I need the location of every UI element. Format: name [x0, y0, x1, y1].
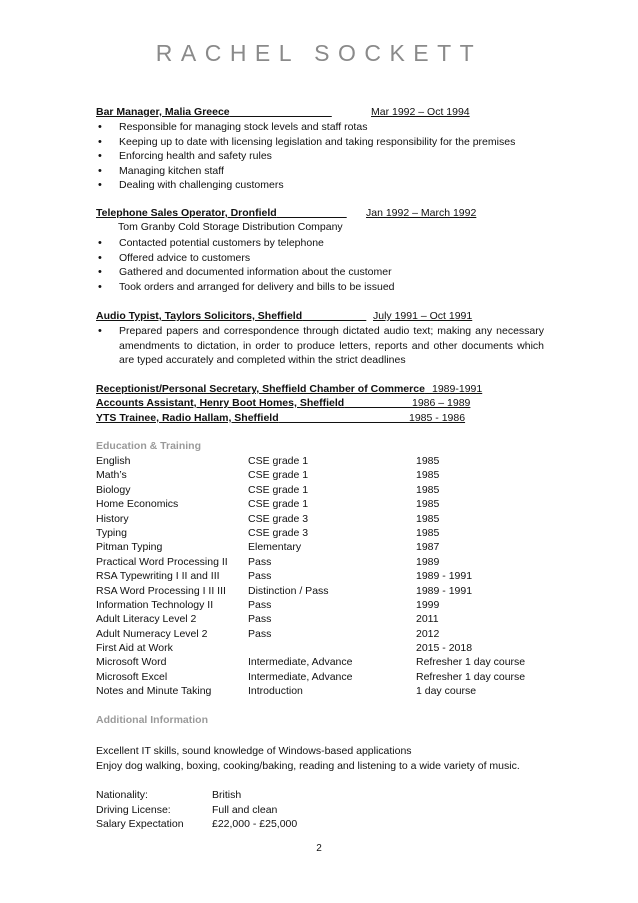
job-dates: July 1991 – Oct 1991 — [373, 310, 473, 322]
grade: Pass — [248, 570, 272, 583]
list-item: • Managing kitchen staff — [96, 164, 544, 179]
subject: Practical Word Processing II — [96, 555, 228, 568]
subject: Microsoft Word — [96, 656, 167, 669]
education-heading: Education & Training — [96, 440, 202, 452]
subject: RSA Typewriting I II and III — [96, 570, 220, 583]
subject: Pitman Typing — [96, 541, 163, 554]
year: 1985 — [416, 526, 440, 539]
job-company: Tom Granby Cold Storage Distribution Company — [118, 221, 343, 233]
job-title: Accounts Assistant, Henry Boot Homes, Sheffield — [96, 397, 345, 409]
job-dates: 1986 – 1989 — [412, 397, 471, 409]
grade: CSE grade 3 — [248, 512, 309, 525]
subject: Notes and Minute Taking — [96, 685, 212, 698]
job-title: Telephone Sales Operator, Dronfield — [96, 207, 277, 219]
grade: CSE grade 1 — [248, 498, 309, 511]
year: 1985 — [416, 512, 440, 525]
year: 2011 — [416, 613, 439, 626]
grade: Distinction / Pass — [248, 584, 329, 597]
job-dates: 1985 - 1986 — [409, 412, 466, 424]
additional-line: Excellent IT skills, sound knowledge of Windows-based applications — [96, 745, 412, 757]
job-bullets — [96, 120, 544, 193]
year: 1 day course — [416, 685, 477, 698]
year: 1985 — [416, 469, 440, 482]
grade: Intermediate, Advance — [248, 670, 353, 683]
grade: Elementary — [248, 541, 302, 554]
job-title: Bar Manager, Malia Greece — [96, 106, 230, 118]
subject: Typing — [96, 526, 127, 539]
resume-name: RACHEL SOCKETT — [155, 40, 483, 66]
job-title: Audio Typist, Taylors Solicitors, Sheffield — [96, 310, 303, 322]
additional-heading: Additional Information — [96, 714, 208, 726]
year: 1989 - 1991 — [416, 570, 473, 583]
subject: Math’s — [96, 469, 127, 482]
page-number: 2 — [316, 843, 322, 854]
year: 1985 — [416, 455, 440, 467]
grade: Intermediate, Advance — [248, 656, 353, 669]
grade: CSE grade 1 — [248, 483, 309, 496]
subject: Biology — [96, 483, 131, 496]
year: 1987 — [416, 541, 440, 554]
grade: Introduction — [248, 685, 303, 698]
grade: CSE grade 3 — [248, 526, 309, 539]
year: 1989 - 1991 — [416, 584, 473, 597]
list-item: • Keeping up to date with licensing legislation and taking responsibility for the premises — [96, 135, 544, 150]
subject: English — [96, 455, 131, 467]
detail-label: Driving License: — [96, 804, 171, 816]
grade: Pass — [248, 613, 272, 626]
job-bullets — [96, 236, 544, 294]
detail-label: Nationality: — [96, 789, 148, 801]
grade: Pass — [248, 627, 272, 640]
year: Refresher 1 day course — [416, 670, 526, 683]
year: 2012 — [416, 627, 440, 640]
list-item: • Offered advice to customers — [96, 251, 544, 266]
subject: Information Technology II — [96, 598, 214, 611]
list-item: • Enforcing health and safety rules — [96, 149, 544, 164]
job-title: Receptionist/Personal Secretary, Sheffield Chamber of Commerce — [96, 383, 425, 395]
subject: Adult Numeracy Level 2 — [96, 627, 208, 640]
detail-label: Salary Expectation — [96, 818, 184, 830]
job-title: YTS Trainee, Radio Hallam, Sheffield — [96, 412, 279, 424]
year: Refresher 1 day course — [416, 656, 526, 669]
list-item: • Contacted potential customers by telephone — [96, 236, 544, 251]
detail-value: £22,000 - £25,000 — [212, 818, 298, 830]
grade: Pass — [248, 555, 272, 568]
job-bullets — [96, 324, 544, 368]
subject: Microsoft Excel — [96, 670, 168, 683]
year: 1989 — [416, 555, 440, 568]
grade: Pass — [248, 598, 272, 611]
list-item: • Prepared papers and correspondence through dictated audio text; making any necessary amendments to dictation, in order to produce letters, reports and other documents which are typed accurately and completed within the strict deadlines — [96, 324, 544, 368]
detail-value: Full and clean — [212, 804, 278, 816]
job-dates: 1989-1991 — [432, 383, 483, 395]
year: 1985 — [416, 483, 440, 496]
subject: History — [96, 512, 129, 525]
list-item: • Took orders and arranged for delivery and bills to be issued — [96, 280, 544, 295]
list-item: • Dealing with challenging customers — [96, 178, 544, 193]
year: 1985 — [416, 498, 440, 511]
job-dates: Mar 1992 – Oct 1994 — [371, 106, 470, 118]
detail-value: British — [212, 789, 242, 801]
subject: Adult Literacy Level 2 — [96, 613, 197, 626]
subject: Home Economics — [96, 498, 179, 511]
grade: CSE grade 1 — [248, 455, 309, 467]
list-item: • Responsible for managing stock levels and staff rotas — [96, 120, 544, 135]
grade: CSE grade 1 — [248, 469, 309, 482]
year: 2015 - 2018 — [416, 642, 473, 655]
additional-line: Enjoy dog walking, boxing, cooking/baking, reading and listening to a wide variety of music. — [96, 760, 520, 772]
subject: First Aid at Work — [96, 642, 173, 655]
job-dates: Jan 1992 – March 1992 — [366, 207, 477, 219]
year: 1999 — [416, 598, 440, 611]
subject: RSA Word Processing I II III — [96, 584, 226, 597]
list-item: • Gathered and documented information about the customer — [96, 265, 544, 280]
